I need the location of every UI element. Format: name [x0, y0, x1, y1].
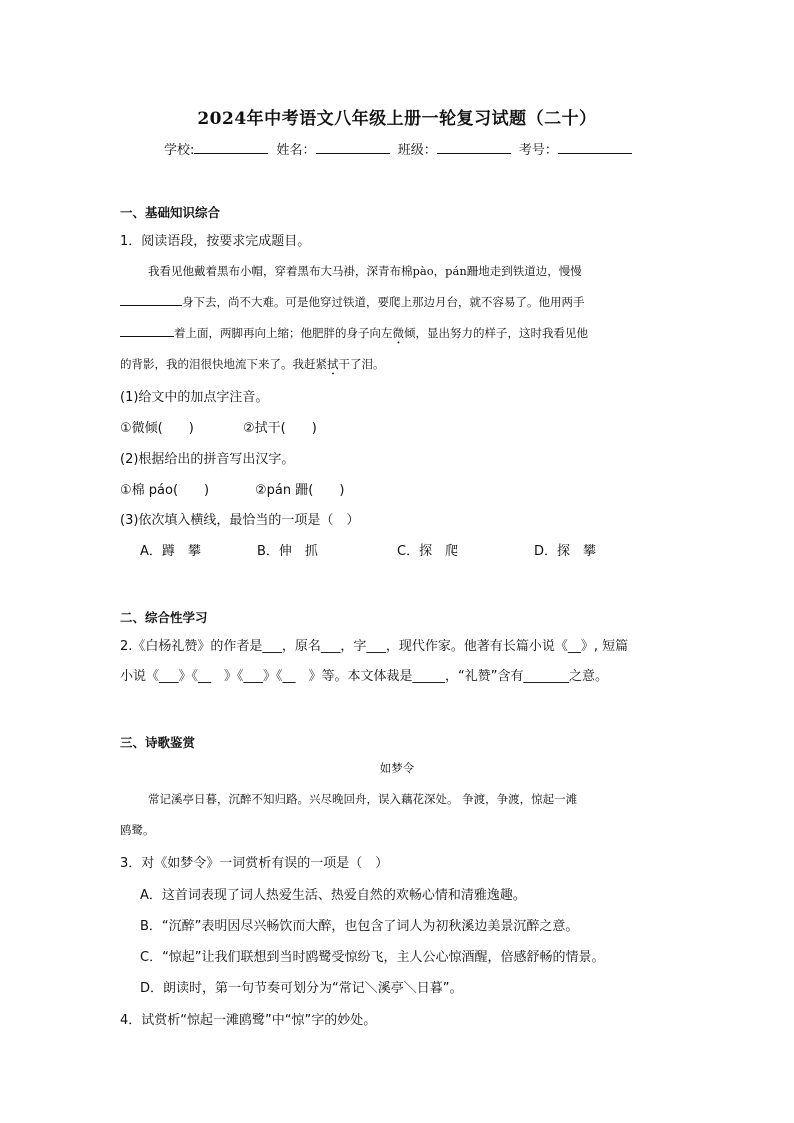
- sub-question-3: (3)依次填入横线，最恰当的一项是（ ）: [120, 513, 360, 528]
- sub-question-2-b: ②pán 跚( ): [255, 483, 345, 498]
- q3-option-b[interactable]: B．“沉醉”表明因尽兴畅饮而大醉，也包含了词人为初秋溪边美景沉醉之意。: [140, 919, 579, 934]
- passage-blank-2[interactable]: [120, 325, 174, 337]
- option-b[interactable]: B．伸 抓: [257, 544, 318, 559]
- exam-number-blank[interactable]: [558, 141, 632, 154]
- dotted-char-shi: 拭: [327, 357, 339, 371]
- passage-line-2: [120, 294, 585, 310]
- q2-line-1: 2.《白杨礼赞》的作者是___，原名___，字___，现代作家。他著有长篇小说《__》, 短篇: [120, 639, 629, 654]
- passage-line-4: [120, 356, 385, 378]
- passage-blank-1[interactable]: [120, 294, 182, 306]
- passage-line-3-text-b: 倾，显出努力的样子，这时我看见他: [404, 326, 588, 340]
- sub-question-1-b: ②拭干( ): [243, 421, 317, 436]
- section1-heading: 一、基础知识综合: [120, 205, 221, 220]
- sub-question-2: (2)根据给出的拼音写出汉字。: [120, 452, 295, 467]
- passage-line-2-text: 身下去，尚不大难。可是他穿过铁道，要爬上那边月台，就不容易了。他用两手: [182, 295, 585, 309]
- q1-stem: 1．阅读语段，按要求完成题目。: [120, 234, 311, 249]
- passage-line-4-text-b: 干了泪。: [338, 357, 385, 371]
- q3-stem: 3．对《如梦令》一词赏析有误的一项是（ ）: [120, 856, 389, 871]
- passage-line-3: [120, 325, 588, 347]
- passage-line-1: 我看见他戴着黑布小帽，穿着黑布大马褂，深青布棉pào，pán跚地走到铁道边，慢慢: [148, 264, 582, 278]
- passage-line-3-text-a: 着上面，两脚再向上缩；他肥胖的身子向左: [174, 326, 393, 340]
- dotted-char-wei: 微: [392, 326, 404, 340]
- q3-option-d[interactable]: D．朗读时，第一句节奏可划分为“常记＼溪亭＼日暮”。: [140, 981, 463, 996]
- sub-question-1-a: ①微倾( ): [120, 421, 194, 436]
- option-a[interactable]: A．蹲 攀: [140, 544, 201, 559]
- option-c[interactable]: C．探 爬: [397, 544, 459, 559]
- class-blank[interactable]: [437, 141, 511, 154]
- option-d[interactable]: D．探 攀: [534, 544, 597, 559]
- section3-heading: 三、诗歌鉴赏: [120, 735, 196, 750]
- student-info-line: [164, 139, 636, 158]
- q2-line-2: 小说《___》《__ 》《___》《__ 》等。本文体裁是_____，“礼赞”含有_______之意。: [120, 669, 608, 684]
- q3-option-a[interactable]: A．这首词表现了词人热爱生活、热爱自然的欢畅心情和清雅逸趣。: [140, 888, 526, 903]
- name-label: 姓名：: [276, 143, 316, 158]
- poem-line-1: 常记溪亭日暮，沉醉不知归路。兴尽晚回舟，误入藕花深处。 争渡，争渡，惊起一滩: [148, 792, 578, 806]
- sub-question-1: (1)给文中的加点字注音。: [120, 390, 269, 405]
- name-blank[interactable]: [316, 141, 390, 154]
- poem-line-2: 鸥鹭。: [120, 823, 155, 837]
- class-label: 班级：: [397, 143, 437, 158]
- q4-stem: 4．试赏析“惊起一滩鸥鹭”中“惊”字的妙处。: [120, 1013, 377, 1028]
- q3-option-c[interactable]: C．“惊起”让我们联想到当时鸥鹭受惊纷飞，主人公心惊酒醒，倍感舒畅的情景。: [140, 950, 605, 965]
- passage-line-4-text-a: 的背影，我的泪很快地流下来了。我赶紧: [120, 357, 327, 371]
- exam-title: 2024年中考语文八年级上册一轮复习试题（二十）: [197, 109, 597, 129]
- exam-number-label: 考号：: [518, 143, 558, 158]
- school-label: 学校:: [164, 143, 195, 158]
- school-blank[interactable]: [194, 141, 268, 154]
- sub-question-2-a: ①棉 páo( ): [120, 483, 210, 498]
- poem-title: 如梦令: [379, 761, 415, 775]
- section2-heading: 二、综合性学习: [120, 610, 208, 625]
